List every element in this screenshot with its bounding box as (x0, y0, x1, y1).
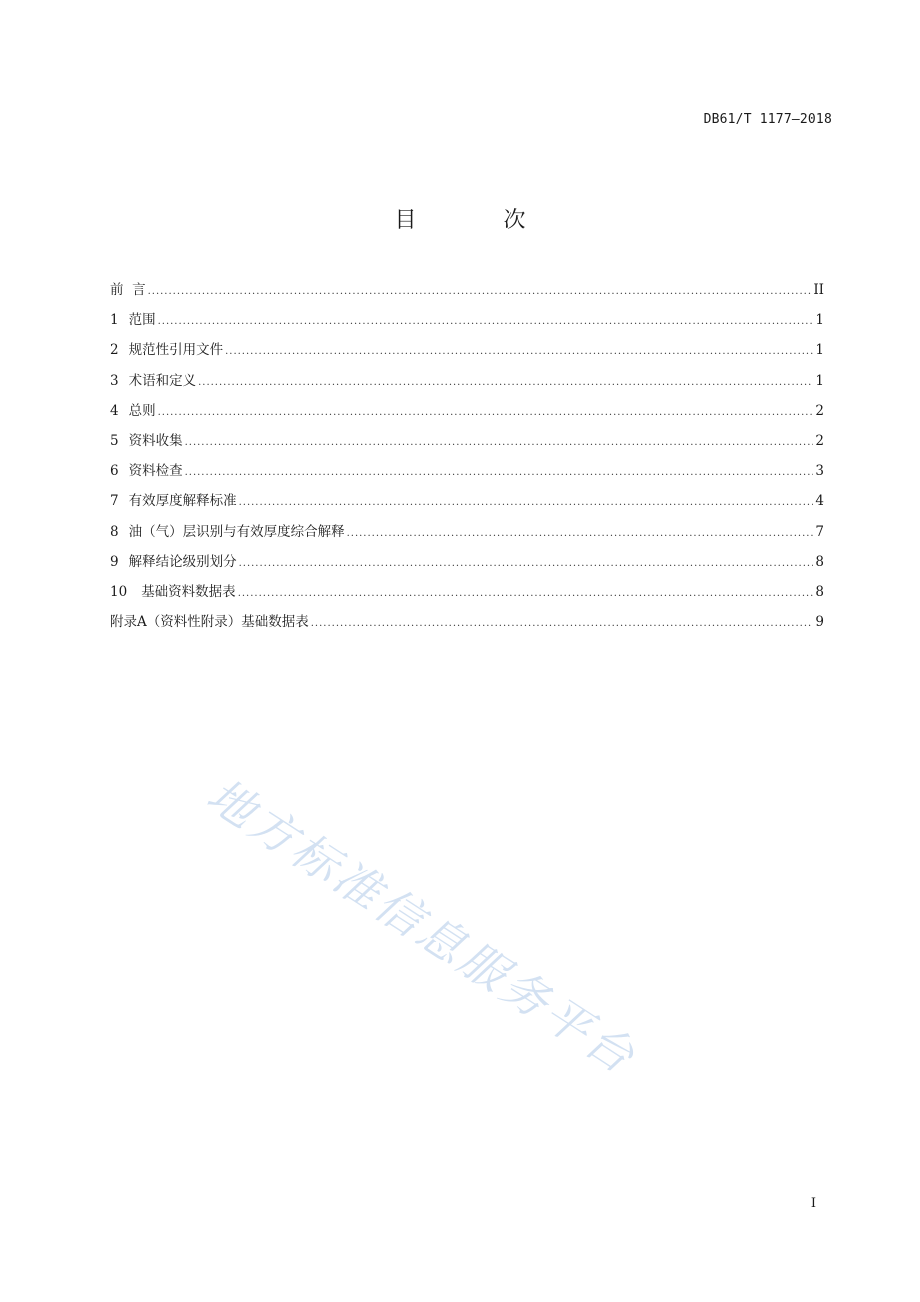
toc-item-conclusion-levels[interactable] (110, 550, 824, 580)
toc-item-label: 有效厚度解释标准 (128, 493, 237, 510)
toc-item-page: 7 (815, 523, 824, 540)
toc-leader-dots (238, 588, 814, 599)
toc-item-terms-definitions[interactable] (110, 369, 824, 399)
toc-leader-dots (198, 377, 813, 388)
standard-code: DB61/T 1177—2018 (703, 112, 832, 127)
watermark: 地方标准信息服务平台 (197, 767, 647, 1086)
toc-item-page: 2 (815, 402, 824, 419)
toc-item-label: 术语和定义 (128, 372, 197, 389)
toc-item-label: 油（气）层识别与有效厚度综合解释 (128, 523, 345, 540)
toc-item-page: 4 (815, 493, 824, 510)
toc-item-label: 资料检查 (128, 463, 183, 480)
toc-item-general[interactable] (110, 399, 824, 429)
toc-item-page: 3 (815, 463, 824, 480)
toc-item-basic-data-table[interactable] (110, 580, 824, 610)
toc-item-number: 5 (110, 432, 119, 449)
toc-item-data-inspection[interactable] (110, 459, 824, 489)
toc-item-number: 8 (110, 523, 119, 540)
toc-leader-dots (158, 407, 814, 418)
toc-leader-dots (347, 528, 814, 539)
toc-leader-dots (148, 286, 812, 297)
toc-item-page: 1 (815, 342, 824, 359)
toc-item-page: 2 (815, 432, 824, 449)
toc-item-number: 1 (110, 312, 119, 329)
toc-item-number: 9 (110, 553, 119, 570)
toc-item-page: 8 (815, 553, 824, 570)
toc-item-scope[interactable] (110, 308, 824, 338)
toc-item-layer-identification[interactable] (110, 520, 824, 550)
toc-leader-dots (239, 558, 814, 569)
toc-leader-dots (225, 346, 813, 357)
toc-item-page: II (813, 282, 824, 298)
table-of-contents (110, 278, 824, 640)
toc-item-number: 6 (110, 463, 119, 480)
toc-item-number: 2 (110, 342, 119, 359)
toc-item-thickness-standard[interactable] (110, 489, 824, 519)
toc-item-data-collection[interactable] (110, 429, 824, 459)
toc-item-page: 1 (815, 372, 824, 389)
toc-leader-dots (239, 497, 814, 508)
toc-item-page: 1 (815, 312, 824, 329)
toc-item-label: 总则 (128, 402, 156, 419)
toc-item-label: 基础资料数据表 (141, 583, 236, 600)
toc-item-label: 资料收集 (128, 432, 183, 449)
toc-item-number: 10 (110, 583, 128, 600)
toc-title: 目 次 (394, 208, 566, 233)
page-number: I (810, 1196, 816, 1211)
toc-item-label: 附录A（资料性附录）基础数据表 (110, 614, 309, 631)
toc-item-page: 8 (815, 583, 824, 600)
toc-item-label: 解释结论级别划分 (128, 553, 237, 570)
toc-leader-dots (311, 618, 814, 629)
toc-item-normative-references[interactable] (110, 338, 824, 368)
toc-item-foreword[interactable] (110, 278, 824, 308)
toc-leader-dots (185, 467, 814, 478)
toc-item-number: 4 (110, 402, 119, 419)
toc-item-label: 范围 (128, 312, 156, 329)
toc-item-label: 前 言 (110, 282, 146, 298)
toc-leader-dots (158, 316, 814, 327)
toc-item-appendix-a[interactable] (110, 610, 824, 640)
toc-item-number: 7 (110, 493, 119, 510)
toc-item-number: 3 (110, 372, 119, 389)
toc-leader-dots (185, 437, 814, 448)
toc-item-page: 9 (815, 614, 824, 631)
toc-item-label: 规范性引用文件 (128, 342, 224, 359)
